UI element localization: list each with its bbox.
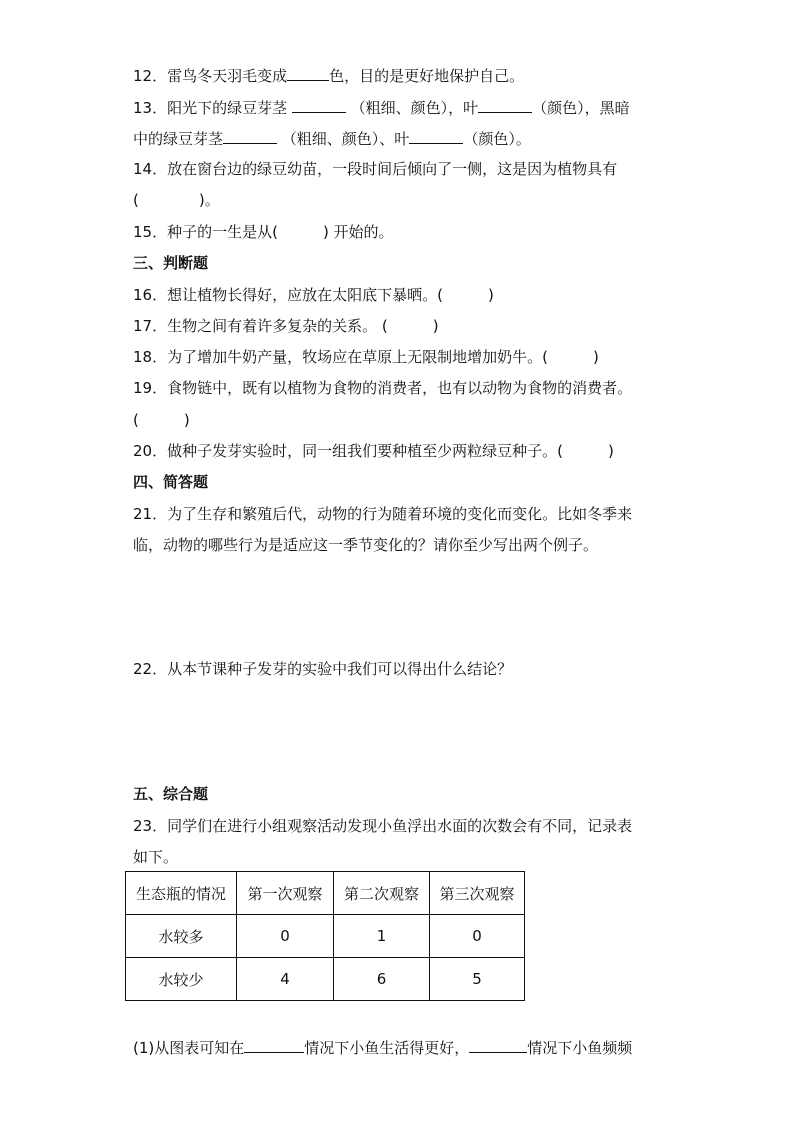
question-18: 18．为了增加牛奶产量，牧场应在草原上无限制地增加奶牛。( ) bbox=[133, 348, 599, 366]
question-12: 12．雷鸟冬天羽毛变成 色，目的是更好地保护自己。 bbox=[133, 67, 525, 85]
table-header-cell: 生态瓶的情况 bbox=[126, 872, 237, 915]
question-21-line-2: 临，动物的哪些行为是适应这一季节变化的？请你至少写出两个例子。 bbox=[133, 536, 599, 554]
table-cell: 4 bbox=[237, 958, 334, 1001]
question-13-line-1: 13．阳光下的绿豆芽茎 （粗细、颜色），叶 （颜色），黑暗 bbox=[133, 99, 630, 117]
table-cell: 0 bbox=[237, 915, 334, 958]
table-header-cell: 第三次观察 bbox=[430, 872, 525, 915]
table-cell: 1 bbox=[334, 915, 430, 958]
question-17: 17．生物之间有着许多复杂的关系。 ( ) bbox=[133, 317, 439, 335]
answer-blank[interactable] bbox=[409, 128, 463, 144]
question-22: 22．从本节课种子发芽的实验中我们可以得出什么结论？ bbox=[133, 660, 513, 678]
question-19-line-2: ( ) bbox=[133, 411, 190, 429]
question-21-line-1: 21．为了生存和繁殖后代，动物的行为随着环境的变化而变化。比如冬季来 bbox=[133, 505, 633, 523]
question-13-line-2: 中的绿豆芽茎 （粗细、颜色）、叶 （颜色）。 bbox=[133, 130, 531, 148]
question-23-part-1: (1)从图表可知在 情况下小鱼生活得更好， 情况下小鱼频频 bbox=[133, 1039, 633, 1057]
table-header-row bbox=[126, 872, 525, 915]
table-header-cell: 第一次观察 bbox=[237, 872, 334, 915]
table-cell: 5 bbox=[430, 958, 525, 1001]
answer-blank[interactable] bbox=[292, 97, 346, 113]
answer-blank[interactable] bbox=[244, 1037, 304, 1053]
answer-blank[interactable] bbox=[478, 97, 532, 113]
observation-table bbox=[125, 871, 525, 1001]
section-title-comprehensive: 五、综合题 bbox=[133, 785, 209, 803]
section-title-short-answer: 四、简答题 bbox=[133, 473, 209, 491]
question-14-line-1: 14．放在窗台边的绿豆幼苗，一段时间后倾向了一侧，这是因为植物具有 bbox=[133, 160, 618, 178]
question-23-line-2: 如下。 bbox=[133, 848, 179, 866]
question-23-line-1: 23．同学们在进行小组观察活动发现小鱼浮出水面的次数会有不同，记录表 bbox=[133, 817, 633, 835]
table-cell: 水较多 bbox=[126, 915, 237, 958]
answer-blank[interactable] bbox=[469, 1037, 527, 1053]
question-14-line-2: ( )。 bbox=[133, 191, 220, 209]
question-16: 16．想让植物长得好，应放在太阳底下暴晒。( ) bbox=[133, 286, 494, 304]
table-row bbox=[126, 958, 525, 1001]
question-20: 20．做种子发芽实验时，同一组我们要种植至少两粒绿豆种子。( ) bbox=[133, 442, 614, 460]
question-15: 15．种子的一生是从( ) 开始的。 bbox=[133, 223, 394, 241]
question-19-line-1: 19．食物链中，既有以植物为食物的消费者，也有以动物为食物的消费者。 bbox=[133, 379, 633, 397]
answer-blank[interactable] bbox=[223, 128, 277, 144]
section-title-judge: 三、判断题 bbox=[133, 254, 209, 272]
table-row bbox=[126, 915, 525, 958]
table-cell: 水较少 bbox=[126, 958, 237, 1001]
table-header-cell: 第二次观察 bbox=[334, 872, 430, 915]
answer-blank[interactable] bbox=[287, 65, 329, 81]
table-cell: 0 bbox=[430, 915, 525, 958]
table-cell: 6 bbox=[334, 958, 430, 1001]
